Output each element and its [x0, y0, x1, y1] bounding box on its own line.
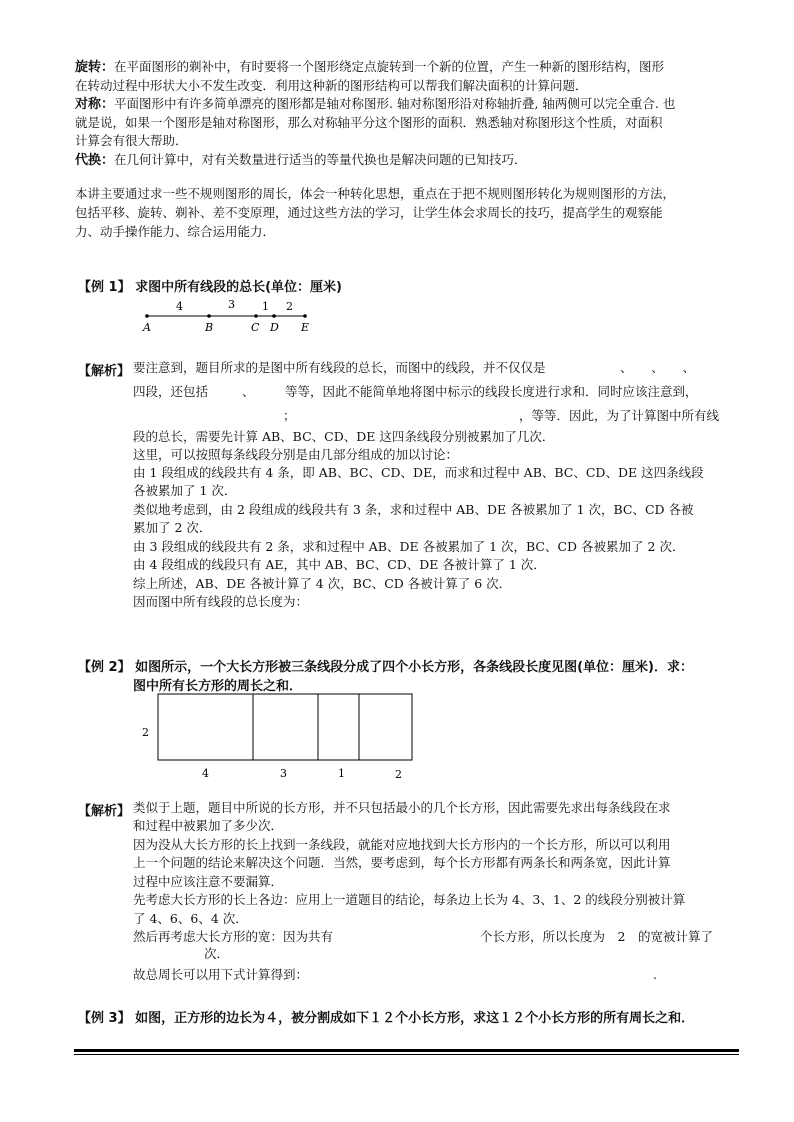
footer-rule-thick — [74, 1049, 739, 1052]
ex1-analysis-line1: 要注意到，题目所求的是图中所有线段的总长，而图中的线段，并不仅仅是 — [133, 360, 546, 375]
intro-substitute-line: 代换：在几何计算中，对有关数量进行适当的等量代换也是解决问题的已知技巧． — [75, 152, 527, 168]
ex1-analysis-line3b: ，等等．因此，为了计算图中所有线 — [519, 408, 720, 423]
point-d-dot — [272, 314, 276, 318]
height-label: 2 — [142, 726, 149, 739]
rotation-term: 旋转： — [75, 60, 115, 75]
point-b-label: B — [205, 321, 214, 334]
example2-heading-line1: 【例 2】 如图所示，一个大长方形被三条线段分成了四个小长方形，各条线段长度见图(单位：厘米)．求： — [78, 660, 693, 675]
ex2-analysis-line1: 类似于上题，题目中所说的长方形，并不只包括最小的几个长方形，因此需要先求出每条线段在求 — [133, 800, 671, 815]
ex1-analysis-line11: 由 4 段组成的线段只有 AE，其中 AB、BC、CD、DE 各被计算了 1 次． — [133, 557, 546, 572]
intro-rotation-line2: 在转动过程中形状大小不发生改变．利用这种新的图形结构可以帮我们解决面积的计算问题． — [75, 78, 588, 93]
ex2-analysis-line8b: 个长方形，所以长度为 2 的宽被计算了 — [480, 929, 713, 944]
intro-rotation-line1: 旋转：在平面图形的剃补中，有时要将一个图形绕定点旋转到一个新的位置，产生一种新的图形结构，图形 — [75, 59, 665, 75]
point-e-dot — [303, 314, 307, 318]
segment-label-bc: 3 — [228, 298, 235, 311]
example1-heading: 【例 1】 求图中所有线段的总长(单位：厘米) — [78, 280, 342, 295]
ex1-analysis-line6: 由 1 段组成的线段共有 4 条，即 AB、BC、CD、DE，而求和过程中 AB、BC、CD、DE 这四条线段 — [133, 465, 704, 480]
footer-rule-thin — [74, 1054, 739, 1055]
ex2-analysis-line4: 上一个问题的结论来解决这个问题．当然，要考虑到，每个长方形都有两条长和两条宽，因此计算 — [133, 855, 671, 870]
ex1-analysis-line2a: 四段，还包括 — [133, 384, 209, 399]
ex1-analysis-line12: 综上所述，AB、DE 各被计算了 4 次，BC、CD 各被计算了 6 次． — [133, 576, 512, 591]
point-a-dot — [145, 314, 149, 318]
ex1-analysis-line13: 因而图中所有线段的总长度为： — [133, 594, 309, 609]
ex2-analysis-line3: 因为没从大长方形的长上找到一条线段，就能对应地找到大长方形内的一个长方形，所以可以利用 — [133, 837, 671, 852]
segment-label-de: 2 — [286, 300, 293, 313]
ex1-analysis-line2b: 、 — [242, 384, 255, 399]
segment-label-cd: 1 — [262, 300, 269, 313]
ex1-analysis-line9: 累加了 2 次． — [133, 520, 212, 535]
ex1-analysis-line2c: 等等，因此不能简单地将图中标示的线段长度进行求和．同时应该注意到， — [285, 384, 698, 399]
ex1-analysis-line3a: ； — [283, 408, 296, 423]
example2-analysis-label: 【解析】 — [78, 804, 131, 819]
summary-line3: 力、动手操作能力、综合运用能力． — [75, 224, 276, 239]
intro-symmetry-line2: 就是说，如果一个图形是轴对称图形，那么对称轴平分这个图形的面积．熟悉轴对称图形这个性质，对面积 — [75, 115, 663, 130]
ex2-analysis-line6: 先考虑大长方形的长上各边：应用上一道题目的结论，每条边上长为 4、3、1、2 的线段分别被计算 — [133, 892, 686, 907]
substitute-term: 代换： — [75, 153, 115, 168]
point-d-label: D — [270, 321, 279, 334]
symmetry-term: 对称： — [75, 97, 115, 112]
width-label-2: 3 — [280, 767, 287, 780]
ex2-analysis-line10: 故总周长可以用下式计算得到： — [133, 967, 309, 982]
ex1-analysis-line8: 类似地考虑到，由 2 段组成的线段共有 3 条，求和过程中 AB、DE 各被累加了 1 次，BC、CD 各被 — [133, 502, 694, 517]
ex2-analysis-line9: 次． — [204, 946, 230, 961]
ex1-analysis-line5: 这里，可以按照每条线段分别是由几部分组成的加以讨论： — [133, 447, 459, 462]
ex2-analysis-line2: 和过程中被累加了多少次． — [133, 818, 284, 833]
rectangle-diagram — [135, 690, 425, 786]
point-c-label: C — [251, 321, 260, 334]
ex1-analysis-line10: 由 3 段组成的线段共有 2 条，求和过程中 AB、DE 各被累加了 1 次，BC、CD 各被累加了 2 次． — [133, 539, 685, 554]
example2-heading-line2: 图中所有长方形的周长之和． — [133, 679, 303, 694]
ex1-analysis-line1-separators: 、 、 、 — [620, 360, 696, 375]
ex2-analysis-line7: 了 4、6、6、4 次． — [133, 911, 248, 926]
point-b-dot — [207, 314, 211, 318]
width-label-1: 4 — [202, 767, 209, 780]
summary-line2: 包括平移、旋转、剃补、差不变原理，通过这些方法的学习，让学生体会求周长的技巧，提高学生的观察能 — [75, 205, 663, 220]
ex1-analysis-line4: 段的总长，需要先计算 AB、BC、CD、DE 这四条线段分别被累加了几次． — [133, 429, 555, 444]
intro-symmetry-line1: 对称：平面图形中有许多简单漂亮的图形都是轴对称图形. 轴对称图形沿对称轴折叠, 轴两侧可以完全重合. 也 — [75, 96, 676, 112]
segment-label-ab: 4 — [176, 300, 183, 313]
example1-analysis-label: 【解析】 — [78, 364, 131, 379]
width-label-4: 2 — [395, 768, 402, 781]
width-label-3: 1 — [338, 767, 345, 780]
intro-symmetry-line3: 计算会有很大帮助． — [75, 133, 188, 148]
point-a-label: A — [143, 321, 151, 334]
summary-line1: 本讲主要通过求一些不规则图形的周长，体会一种转化思想，重点在于把不规则图形转化为规则图形的方法， — [75, 186, 676, 201]
point-c-dot — [254, 314, 258, 318]
segment-diagram — [130, 292, 330, 338]
example3-heading: 【例 3】 如图，正方形的边长为４，被分割成如下１２个小长方形，求这１２个小长方形的所有周长之和． — [78, 1011, 695, 1026]
ex2-analysis-line5: 过程中应该注意不要漏算． — [133, 874, 284, 889]
point-e-label: E — [301, 321, 310, 334]
ex1-analysis-line7: 各被累加了 1 次． — [133, 483, 237, 498]
big-rectangle — [158, 694, 412, 760]
ex2-analysis-line10-end: . — [653, 967, 657, 982]
ex2-analysis-line8a: 然后再考虑大长方形的宽：因为共有 — [133, 929, 334, 944]
